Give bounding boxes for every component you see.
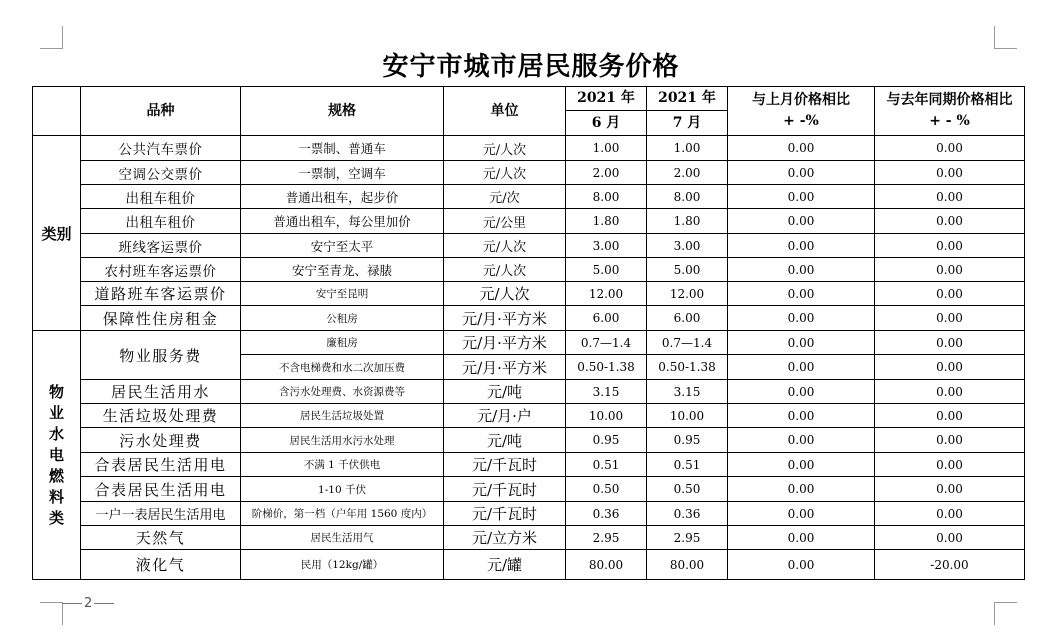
unit-cell: 元/人次 xyxy=(444,161,566,185)
variety-cell: 保障性住房租金 xyxy=(81,306,241,331)
header-july-month: 7 月 xyxy=(647,111,728,136)
variety-cell: 空调公交票价 xyxy=(81,161,241,185)
unit-cell: 元/月·平方米 xyxy=(444,331,566,355)
june-price-cell: 2.95 xyxy=(566,526,647,550)
june-price-cell: 0.7—1.4 xyxy=(566,331,647,355)
variety-cell: 一户一表居民生活用电 xyxy=(81,502,241,526)
july-price-cell: 2.00 xyxy=(647,161,728,185)
mom-change-cell: 0.00 xyxy=(728,185,875,209)
variety-cell: 污水处理费 xyxy=(81,428,241,453)
mom-change-cell: 0.00 xyxy=(728,477,875,502)
spec-cell: 不满 1 千伏供电 xyxy=(241,453,444,477)
header-june-year: 2021 年 xyxy=(566,87,647,111)
july-price-cell: 0.50-1.38 xyxy=(647,355,728,380)
unit-cell: 元/次 xyxy=(444,185,566,209)
unit-cell: 元/罐 xyxy=(444,550,566,580)
table-row xyxy=(33,306,1025,331)
spec-cell: 居民生活用水污水处理 xyxy=(241,428,444,453)
unit-cell: 元/月·平方米 xyxy=(444,355,566,380)
mom-change-cell: 0.00 xyxy=(728,526,875,550)
header-july-year: 2021 年 xyxy=(647,87,728,111)
july-price-cell: 10.00 xyxy=(647,404,728,428)
june-price-cell: 10.00 xyxy=(566,404,647,428)
unit-cell: 元/公里 xyxy=(444,209,566,234)
table-row xyxy=(33,380,1025,404)
yoy-change-cell: 0.00 xyxy=(875,453,1025,477)
mom-change-cell: 0.00 xyxy=(728,502,875,526)
variety-cell: 天然气 xyxy=(81,526,241,550)
spec-cell: 普通出租车，每公里加价 xyxy=(241,209,444,234)
variety-cell: 合表居民生活用电 xyxy=(81,477,241,502)
table-row xyxy=(33,428,1025,453)
mom-change-cell: 0.00 xyxy=(728,234,875,258)
table-row xyxy=(33,234,1025,258)
mom-change-cell: 0.00 xyxy=(728,453,875,477)
yoy-change-cell: 0.00 xyxy=(875,306,1025,331)
category-label-utilities xyxy=(33,331,81,580)
unit-cell: 元/人次 xyxy=(444,282,566,306)
table-row xyxy=(33,282,1025,306)
category-label-transport: 类别 xyxy=(33,136,81,331)
variety-cell: 合表居民生活用电 xyxy=(81,453,241,477)
july-price-cell: 3.15 xyxy=(647,380,728,404)
header-mom xyxy=(728,87,875,136)
mom-change-cell: 0.00 xyxy=(728,161,875,185)
yoy-change-cell: 0.00 xyxy=(875,258,1025,282)
variety-cell: 农村班车客运票价 xyxy=(81,258,241,282)
variety-cell: 液化气 xyxy=(81,550,241,580)
unit-cell: 元/月·户 xyxy=(444,404,566,428)
unit-cell: 元/吨 xyxy=(444,380,566,404)
table-row xyxy=(33,550,1025,580)
june-price-cell: 8.00 xyxy=(566,185,647,209)
yoy-change-cell: 0.00 xyxy=(875,477,1025,502)
table-row xyxy=(33,185,1025,209)
variety-cell: 出租车租价 xyxy=(81,185,241,209)
corner-mark-bottom-right xyxy=(994,602,1017,625)
spec-cell: 1-10 千伏 xyxy=(241,477,444,502)
header-june-month: 6 月 xyxy=(566,111,647,136)
june-price-cell: 6.00 xyxy=(566,306,647,331)
mom-change-cell: 0.00 xyxy=(728,428,875,453)
june-price-cell: 1.00 xyxy=(566,136,647,161)
variety-cell: 公共汽车票价 xyxy=(81,136,241,161)
category-char: 电 xyxy=(48,445,64,464)
june-price-cell: 0.95 xyxy=(566,428,647,453)
spec-cell: 廉租房 xyxy=(241,331,444,355)
table-row xyxy=(33,209,1025,234)
variety-cell: 生活垃圾处理费 xyxy=(81,404,241,428)
category-char: 水 xyxy=(48,424,64,443)
spec-cell: 不含电梯费和水二次加压费 xyxy=(241,355,444,380)
yoy-change-cell: 0.00 xyxy=(875,136,1025,161)
unit-cell: 元/人次 xyxy=(444,258,566,282)
table-row xyxy=(33,453,1025,477)
july-price-cell: 2.95 xyxy=(647,526,728,550)
spec-cell: 公租房 xyxy=(241,306,444,331)
mom-change-cell: 0.00 xyxy=(728,331,875,355)
july-price-cell: 8.00 xyxy=(647,185,728,209)
june-price-cell: 0.50 xyxy=(566,477,647,502)
june-price-cell: 12.00 xyxy=(566,282,647,306)
unit-cell: 元/千瓦时 xyxy=(444,453,566,477)
mom-change-cell: 0.00 xyxy=(728,550,875,580)
july-price-cell: 6.00 xyxy=(647,306,728,331)
header-yoy-line1: 与去年同期价格相比 xyxy=(886,92,1013,108)
yoy-change-cell: -20.00 xyxy=(875,550,1025,580)
july-price-cell: 80.00 xyxy=(647,550,728,580)
june-price-cell: 0.50-1.38 xyxy=(566,355,647,380)
spec-cell: 一票制、普通车 xyxy=(241,136,444,161)
yoy-change-cell: 0.00 xyxy=(875,404,1025,428)
july-price-cell: 1.00 xyxy=(647,136,728,161)
unit-cell: 元/千瓦时 xyxy=(444,502,566,526)
july-price-cell: 0.50 xyxy=(647,477,728,502)
mom-change-cell: 0.00 xyxy=(728,136,875,161)
variety-cell: 物业服务费 xyxy=(81,331,241,380)
unit-cell: 元/人次 xyxy=(444,136,566,161)
spec-cell: 安宁至太平 xyxy=(241,234,444,258)
header-yoy-line2: + - % xyxy=(929,113,970,129)
yoy-change-cell: 0.00 xyxy=(875,161,1025,185)
category-char: 燃 xyxy=(48,466,64,485)
july-price-cell: 1.80 xyxy=(647,209,728,234)
variety-cell: 出租车租价 xyxy=(81,209,241,234)
unit-cell: 元/吨 xyxy=(444,428,566,453)
variety-cell: 居民生活用水 xyxy=(81,380,241,404)
mom-change-cell: 0.00 xyxy=(728,306,875,331)
mom-change-cell: 0.00 xyxy=(728,404,875,428)
header-mom-line1: 与上月价格相比 xyxy=(752,92,850,108)
july-price-cell: 5.00 xyxy=(647,258,728,282)
table-row xyxy=(33,161,1025,185)
june-price-cell: 3.15 xyxy=(566,380,647,404)
category-char: 物 xyxy=(48,382,64,401)
unit-cell: 元/人次 xyxy=(444,234,566,258)
june-price-cell: 2.00 xyxy=(566,161,647,185)
price-table xyxy=(32,86,1025,580)
yoy-change-cell: 0.00 xyxy=(875,185,1025,209)
page-title: 安宁市城市居民服务价格 xyxy=(382,52,680,82)
yoy-change-cell: 0.00 xyxy=(875,380,1025,404)
yoy-change-cell: 0.00 xyxy=(875,428,1025,453)
spec-cell: 阶梯价，第一档（户年用 1560 度内） xyxy=(241,502,444,526)
yoy-change-cell: 0.00 xyxy=(875,526,1025,550)
july-price-cell: 0.51 xyxy=(647,453,728,477)
table-row xyxy=(33,258,1025,282)
header-yoy xyxy=(875,87,1025,136)
table-row xyxy=(33,526,1025,550)
spec-cell: 居民生活用气 xyxy=(241,526,444,550)
july-price-cell: 0.36 xyxy=(647,502,728,526)
table-row xyxy=(33,404,1025,428)
spec-cell: 含污水处理费、水资源费等 xyxy=(241,380,444,404)
header-mom-line2: + -% xyxy=(783,113,819,129)
spec-cell: 居民生活垃圾处置 xyxy=(241,404,444,428)
june-price-cell: 1.80 xyxy=(566,209,647,234)
yoy-change-cell: 0.00 xyxy=(875,355,1025,380)
spec-cell: 普通出租车，起步价 xyxy=(241,185,444,209)
header-variety: 品种 xyxy=(81,87,241,136)
unit-cell: 元/月·平方米 xyxy=(444,306,566,331)
table-row xyxy=(33,136,1025,161)
july-price-cell: 0.95 xyxy=(647,428,728,453)
header-category-blank xyxy=(33,87,81,136)
july-price-cell: 3.00 xyxy=(647,234,728,258)
yoy-change-cell: 0.00 xyxy=(875,282,1025,306)
spec-cell: 安宁至昆明 xyxy=(241,282,444,306)
table-row xyxy=(33,331,1025,355)
june-price-cell: 5.00 xyxy=(566,258,647,282)
unit-cell: 元/立方米 xyxy=(444,526,566,550)
mom-change-cell: 0.00 xyxy=(728,282,875,306)
page-number: 2 xyxy=(60,596,116,611)
spec-cell: 一票制，空调车 xyxy=(241,161,444,185)
table-row xyxy=(33,477,1025,502)
june-price-cell: 0.36 xyxy=(566,502,647,526)
category-char: 料 xyxy=(48,487,64,506)
header-spec: 规格 xyxy=(241,87,444,136)
mom-change-cell: 0.00 xyxy=(728,355,875,380)
yoy-change-cell: 0.00 xyxy=(875,209,1025,234)
category-char: 业 xyxy=(48,403,64,422)
july-price-cell: 0.7—1.4 xyxy=(647,331,728,355)
june-price-cell: 80.00 xyxy=(566,550,647,580)
mom-change-cell: 0.00 xyxy=(728,258,875,282)
july-price-cell: 12.00 xyxy=(647,282,728,306)
table-row xyxy=(33,502,1025,526)
yoy-change-cell: 0.00 xyxy=(875,502,1025,526)
variety-cell: 道路班车客运票价 xyxy=(81,282,241,306)
mom-change-cell: 0.00 xyxy=(728,209,875,234)
spec-cell: 安宁至青龙、禄脿 xyxy=(241,258,444,282)
spec-cell: 民用（12kg/罐） xyxy=(241,550,444,580)
category-char: 类 xyxy=(48,508,64,527)
yoy-change-cell: 0.00 xyxy=(875,331,1025,355)
yoy-change-cell: 0.00 xyxy=(875,234,1025,258)
june-price-cell: 0.51 xyxy=(566,453,647,477)
unit-cell: 元/千瓦时 xyxy=(444,477,566,502)
header-unit: 单位 xyxy=(444,87,566,136)
mom-change-cell: 0.00 xyxy=(728,380,875,404)
june-price-cell: 3.00 xyxy=(566,234,647,258)
variety-cell: 班线客运票价 xyxy=(81,234,241,258)
